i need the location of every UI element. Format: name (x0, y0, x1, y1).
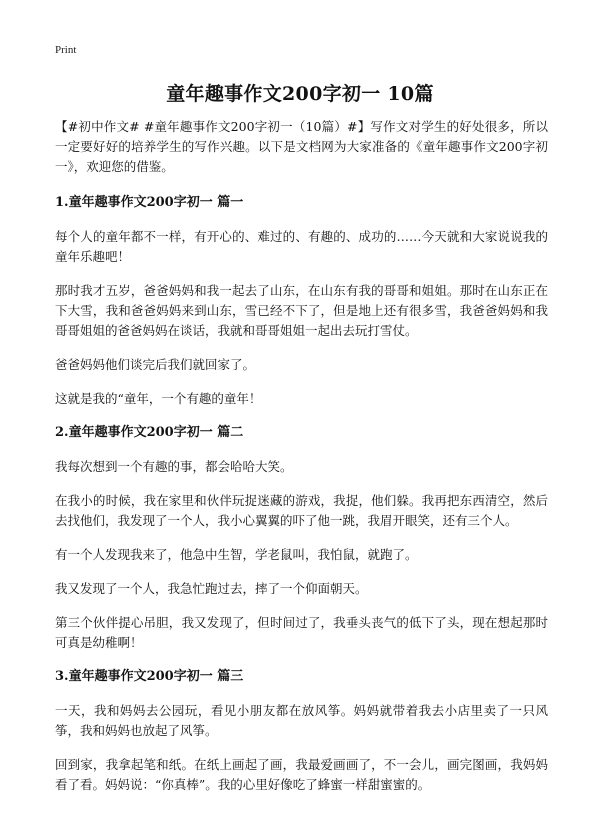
paragraph: 在我小的时候，我在家里和伙伴玩捉迷藏的游戏，我捉，他们躲。我再把东西清空，然后去找他们，我发现了一个人，我小心翼翼的吓了他一跳，我眉开眼笑，还有三个人。 (55, 493, 548, 528)
paragraph: 爸爸妈妈他们谈完后我们就回家了。 (55, 357, 256, 372)
section-2 (55, 423, 548, 653)
page-title: 童年趣事作文200字初一 10篇 (166, 83, 434, 105)
paragraph: 每个人的童年都不一样，有开心的、难过的、有趣的、成功的……今天就和大家说说我的童年乐趣吧！ (55, 229, 548, 264)
section-heading: 2.童年趣事作文200字初一 篇二 (55, 425, 244, 440)
paragraph: 那时我才五岁，爸爸妈妈和我一起去了山东，在山东有我的哥哥和姐姐。那时在山东正在下大雪，我和爸爸妈妈来到山东，雪已经不下了，但是地上还有很多雪，我爸爸妈妈和我哥哥姐姐的爸爸妈妈在谈话，我就和哥哥姐姐一起出去玩打雪仗。 (55, 283, 548, 338)
section-heading: 3.童年趣事作文200字初一 篇三 (55, 669, 244, 684)
section-heading: 1.童年趣事作文200字初一 篇一 (55, 195, 244, 210)
section-3 (55, 667, 548, 795)
intro-paragraph: 【#初中作文# #童年趣事作文200字初一（10篇）#】写作文对学生的好处很多，所以一定要好好的培养学生的写作兴趣。以下是文档网为大家准备的《童年趣事作文200字初一》，欢迎您的借鉴。 (55, 119, 548, 174)
paragraph: 我每次想到一个有趣的事，都会哈哈大笑。 (55, 459, 293, 474)
paragraph: 回到家，我拿起笔和纸。在纸上画起了画，我最爱画画了，不一会儿，画完图画，我妈妈看了看。妈妈说：“你真棒”。我的心里好像吃了蜂蜜一样甜蜜蜜的。 (55, 757, 548, 792)
paragraph: 第三个伙伴提心吊胆，我又发现了，但时间过了，我垂头丧气的低下了头，现在想起那时可真是幼稚啊！ (55, 615, 548, 650)
section-1 (55, 193, 548, 409)
article-body (55, 117, 548, 809)
paragraph: 这就是我的“童年，一个有趣的童年！ (55, 391, 262, 406)
print-link[interactable]: Print (55, 44, 77, 56)
paragraph: 一天，我和妈妈去公园玩，看见小朋友都在放风筝。妈妈就带着我去小店里卖了一只风筝，我和妈妈也放起了风筝。 (55, 703, 548, 738)
paragraph: 有一个人发现我来了，他急中生智，学老鼠叫，我怕鼠，就跑了。 (55, 547, 418, 562)
paragraph: 我又发现了一个人，我急忙跑过去，摔了一个仰面朝天。 (55, 581, 368, 596)
